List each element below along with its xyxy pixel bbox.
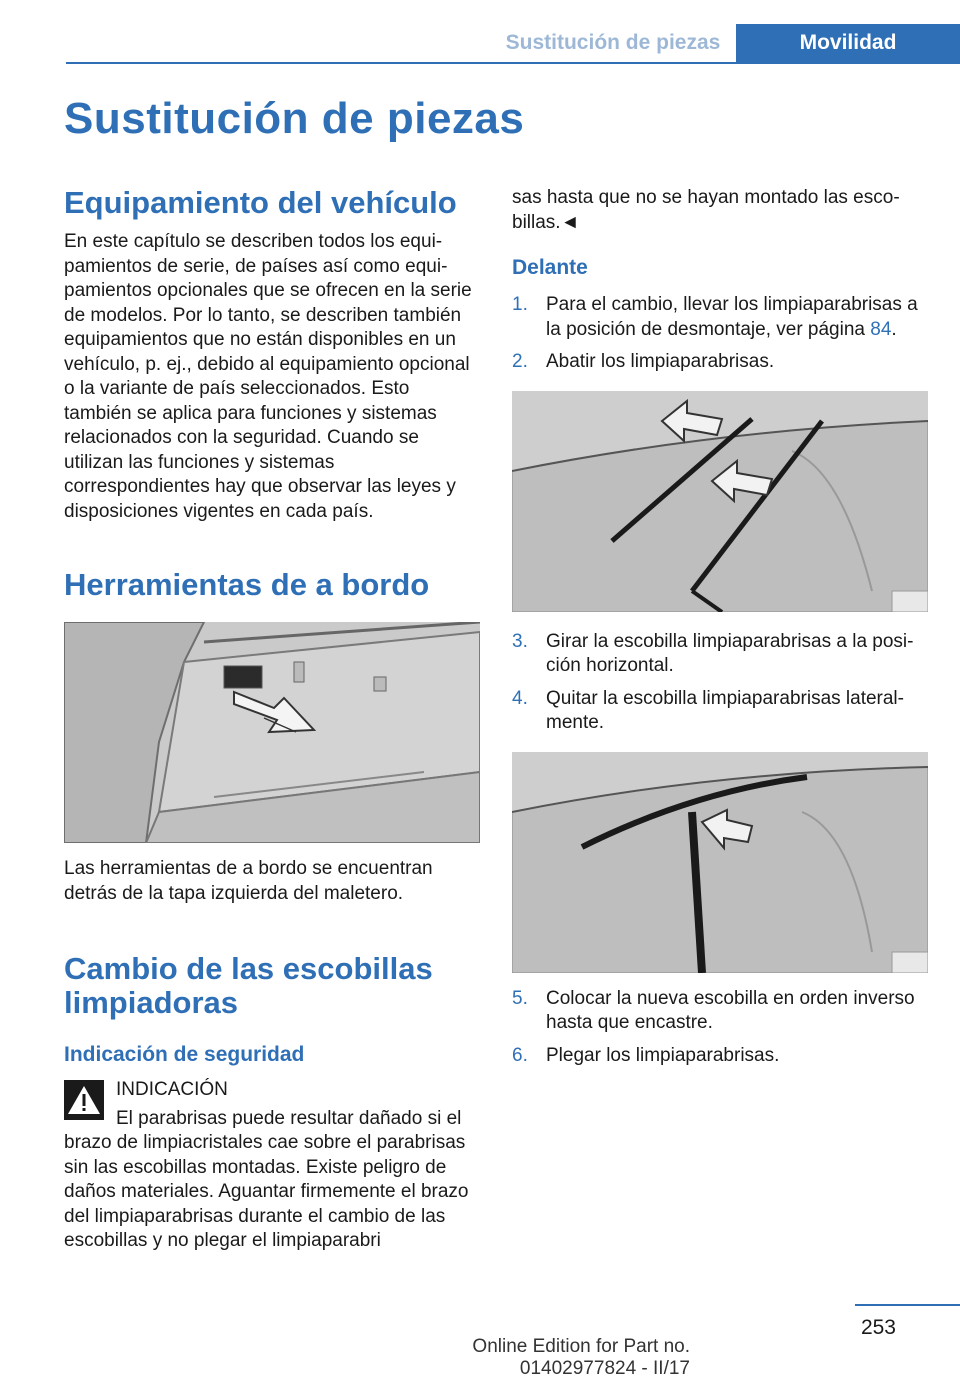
heading-delante: Delante	[512, 256, 588, 279]
heading-herramientas: Herramientas de a bordo	[64, 567, 430, 602]
warning-triangle-icon	[64, 1080, 104, 1120]
right-column	[512, 186, 928, 1076]
wiper-fold-figure	[512, 391, 928, 612]
wiper-remove-illustration	[512, 752, 928, 973]
step-item: 1. Para el cambio, llevar los limpiaparabrisas a la posición de desmontaje, ver página 84.	[512, 293, 928, 342]
warning-first-line: El parabrisas puede resultar dañado si el	[116, 1107, 462, 1129]
step-number: 5.	[512, 987, 528, 1009]
header-rule	[66, 62, 960, 64]
step-item	[512, 630, 928, 679]
wiper-remove-figure	[512, 752, 928, 973]
page-number: 253	[860, 1316, 896, 1339]
step-number: 3.	[512, 630, 528, 652]
trunk-figure	[64, 622, 480, 843]
paragraph-equipamiento: En este capítulo se describen todos los equipamientos de serie, de países así como equipamientos opcionales que se ofrecen en la serie de modelos. Por lo tanto, se describen también equipamientos que no están disponibles en un vehículo, p. ej., debido al equipamiento opcional o la variante de país seleccionados. Esto también se aplica para funciones y sistemas relacionados con la seguridad. Cuando se utilizan las funciones y sistemas correspondientes hay que observar las leyes y disposiciones vigentes en cada país.	[64, 231, 472, 522]
step-number: 4.	[512, 687, 528, 709]
step-number: 6.	[512, 1044, 528, 1066]
step-item	[512, 687, 928, 736]
continued-text: sas hasta que no se hayan montado las escobillas.◄	[512, 187, 900, 233]
header-chapter-tab: Movilidad	[736, 24, 960, 62]
heading-cambio-escobillas: Cambio de las escobillas limpiadoras	[64, 951, 433, 1020]
step-number: 2.	[512, 351, 528, 372]
steps-list-2	[512, 630, 928, 736]
header-section-tab: Sustitución de piezas	[505, 31, 721, 54]
page-link[interactable]: 84	[870, 318, 892, 340]
steps-list-3	[512, 987, 928, 1069]
heading-equipamiento: Equipamiento del vehículo	[64, 185, 457, 220]
step-text: Colocar la nueva escobilla en orden inverso hasta que encastre.	[546, 987, 915, 1033]
step-item	[512, 1044, 928, 1069]
heading-indicacion-seguridad: Indicación de seguridad	[64, 1043, 305, 1066]
warning-block	[64, 1078, 480, 1131]
warning-text: brazo de limpiacristales cae sobre el parabrisas sin las escobillas montadas. Existe peligro de daños materiales. Aguantar firmemente el brazo del limpiaparabrisas durante el cambio de las escobillas y no plegar el limpiaparabri	[64, 1132, 469, 1251]
footer-rule	[855, 1304, 960, 1306]
footer-edition: Online Edition for Part no. 01402977824 - II/17	[472, 1336, 690, 1379]
step-text: Girar la escobilla limpiaparabrisas a la posición horizontal.	[546, 630, 914, 676]
steps-list-1	[512, 293, 928, 375]
warning-label: INDICACIÓN	[116, 1079, 228, 1100]
wiper-fold-illustration	[512, 391, 928, 612]
page-title: Sustitución de piezas	[64, 94, 525, 143]
step-text: Plegar los limpiaparabrisas.	[546, 1044, 780, 1066]
step-text: Quitar la escobilla limpiaparabrisas lateralmente.	[546, 687, 904, 733]
step-text: Abatir los limpiaparabrisas.	[546, 351, 775, 372]
paragraph-herramientas: Las herramientas de a bordo se encuentran detrás de la tapa izquierda del maletero.	[64, 858, 433, 904]
step-item	[512, 987, 928, 1036]
left-column	[64, 180, 480, 1254]
step-number: 1.	[512, 294, 528, 315]
step-item	[512, 350, 928, 375]
trunk-illustration	[64, 622, 480, 843]
step-text: Para el cambio, llevar los limpiaparabrisas a la posición de desmontaje, ver página	[546, 294, 918, 340]
